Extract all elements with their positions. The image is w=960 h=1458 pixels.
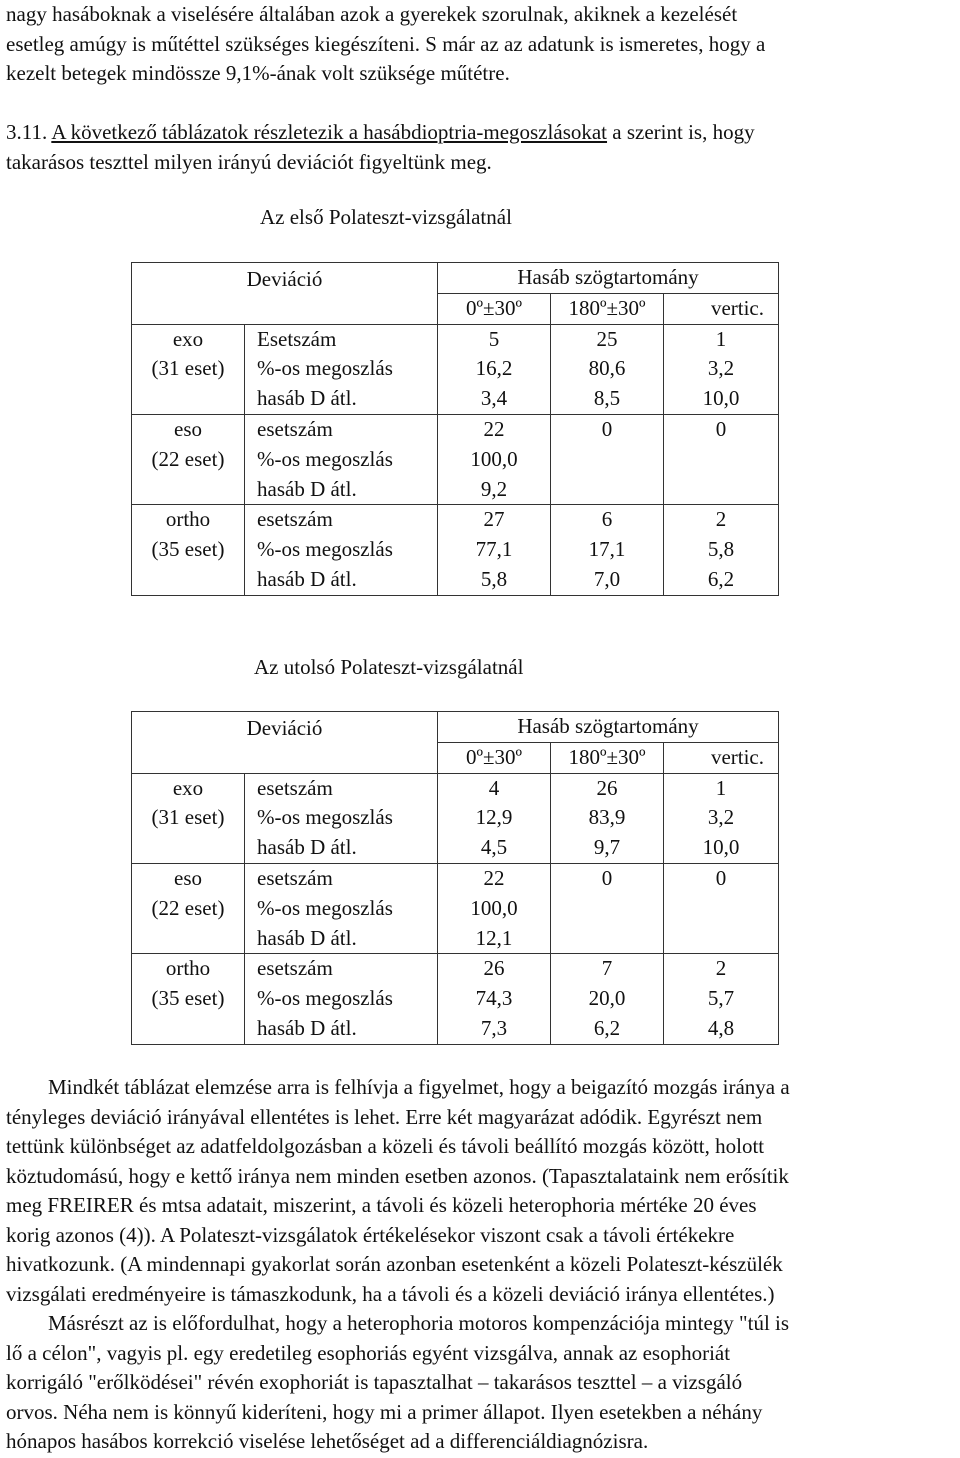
section-line: takarásos teszttel milyen irányú deviációt figyeltünk meg. bbox=[6, 149, 492, 174]
conclusion-line: hivatkozunk. (A mindennapi gyakorlat során azonban esetenként a közeli Polateszt-készülék bbox=[6, 1252, 783, 1276]
value-cell: 0 bbox=[664, 863, 779, 953]
range-col-2: 180º±30º bbox=[551, 742, 664, 773]
conclusion-line: korig azonos (4)). A Polateszt-vizsgálatok értékelésekor viszont csak a távoli értékekre bbox=[6, 1222, 735, 1247]
value-cell: 4 12,9 4,5 bbox=[438, 773, 551, 863]
intro-line: nagy hasáboknak a viselésére általában azok a gyerekek szorulnak, akiknek a kezelését bbox=[6, 2, 738, 26]
section-underlined-text: A következő táblázatok részletezik a hasábdioptria-megoszlásokat bbox=[51, 120, 608, 144]
table2-caption: Az utolsó Polateszt-vizsgálatnál bbox=[254, 655, 524, 679]
value-cell: 25 80,6 8,5 bbox=[551, 324, 664, 414]
label-cell: esetszám %-os megoszlás hasáb D átl. bbox=[245, 863, 438, 953]
conclusion-line: tettünk különbséget az adatfeldolgozásban a közeli és távoli beállító mozgás között, holott bbox=[6, 1134, 765, 1158]
group-cell: eso (22 eset) bbox=[132, 863, 245, 953]
value-cell: 7 20,0 6,2 bbox=[551, 954, 664, 1044]
value-cell: 2 5,8 6,2 bbox=[664, 505, 779, 595]
conclusion-line: korrigáló "erőlködései" révén exophoriát is tapasztalhat – takarásos teszttel – a vizsgáló bbox=[6, 1370, 743, 1394]
group-cell: eso (22 eset) bbox=[132, 414, 245, 504]
group-cell: ortho (35 eset) bbox=[132, 505, 245, 595]
value-cell: 1 3,2 10,0 bbox=[664, 773, 779, 863]
range-col-1: 0º±30º bbox=[438, 742, 551, 773]
section-line bbox=[6, 118, 946, 148]
value-cell: 5 16,2 3,4 bbox=[438, 324, 551, 414]
value-cell: 0 bbox=[551, 414, 664, 504]
group-cell: ortho (35 eset) bbox=[132, 954, 245, 1044]
label-cell: esetszám %-os megoszlás hasáb D átl. bbox=[245, 505, 438, 595]
range-col-3: vertic. bbox=[664, 293, 779, 324]
range-header: Hasáb szögtartomány bbox=[438, 712, 779, 743]
value-cell: 26 74,3 7,3 bbox=[438, 954, 551, 1044]
range-col-3: vertic. bbox=[664, 742, 779, 773]
intro-line: kezelt betegek mindössze 9,1%-ának volt szüksége műtétre. bbox=[6, 61, 510, 85]
conclusion-line: tényleges deviáció irányával ellentétes is lehet. Erre két magyarázat adódik. Egyrészt nem bbox=[6, 1104, 763, 1129]
intro-paragraph bbox=[6, 0, 946, 89]
value-cell: 0 bbox=[664, 414, 779, 504]
intro-line: esetleg amúgy is műtéttel szükséges kiegészíteni. S már az az adatunk is ismeretes, hogy a bbox=[6, 31, 766, 56]
value-cell: 1 3,2 10,0 bbox=[664, 324, 779, 414]
table1 bbox=[131, 262, 779, 596]
table-row bbox=[132, 954, 779, 1044]
table-row bbox=[132, 863, 779, 953]
value-cell: 27 77,1 5,8 bbox=[438, 505, 551, 595]
range-header: Hasáb szögtartomány bbox=[438, 263, 779, 294]
value-cell: 6 17,1 7,0 bbox=[551, 505, 664, 595]
table1-caption: Az első Polateszt-vizsgálatnál bbox=[260, 205, 512, 229]
label-cell: esetszám %-os megoszlás hasáb D átl. bbox=[245, 773, 438, 863]
table-row bbox=[132, 324, 779, 414]
table-row bbox=[132, 773, 779, 863]
deviation-header: Deviáció bbox=[132, 712, 438, 774]
group-cell: exo (31 eset) bbox=[132, 324, 245, 414]
table-row bbox=[132, 505, 779, 595]
conclusion-line: vizsgálati eredményeire is támaszkodunk, ha a távoli és a közeli deviáció iránya ellentétes.) bbox=[6, 1281, 775, 1306]
deviation-header: Deviáció bbox=[132, 263, 438, 325]
section-paragraph bbox=[6, 118, 946, 177]
table2 bbox=[131, 711, 779, 1045]
conclusion-line: köztudomású, hogy e kettő iránya nem minden esetben azonos. (Tapasztalataink nem erősítik bbox=[6, 1163, 789, 1188]
label-cell: Esetszám %-os megoszlás hasáb D átl. bbox=[245, 324, 438, 414]
range-col-2: 180º±30º bbox=[551, 293, 664, 324]
group-cell: exo (31 eset) bbox=[132, 773, 245, 863]
conclusion-line: lő a célon", vagyis pl. egy eredetileg esophoriás egyént vizsgálva, annak az esophoriát bbox=[6, 1340, 731, 1365]
label-cell: esetszám %-os megoszlás hasáb D átl. bbox=[245, 954, 438, 1044]
label-cell: esetszám %-os megoszlás hasáb D átl. bbox=[245, 414, 438, 504]
section-rest: a szerint is, hogy bbox=[607, 120, 755, 144]
value-cell: 2 5,7 4,8 bbox=[664, 954, 779, 1044]
conclusion-paragraph bbox=[6, 1073, 950, 1457]
table-row bbox=[132, 414, 779, 504]
section-number: 3.11. bbox=[6, 120, 48, 144]
range-col-1: 0º±30º bbox=[438, 293, 551, 324]
conclusion-line: Mindkét táblázat elemzése arra is felhívja a figyelmet, hogy a beigazító mozgás iránya a bbox=[48, 1075, 790, 1099]
value-cell: 22 100,0 9,2 bbox=[438, 414, 551, 504]
value-cell: 22 100,0 12,1 bbox=[438, 863, 551, 953]
value-cell: 0 bbox=[551, 863, 664, 953]
conclusion-line: Másrészt az is előfordulhat, hogy a heterophoria motoros kompenzációja mintegy "túl is bbox=[48, 1311, 790, 1335]
conclusion-line: orvos. Néha nem is könnyű kideríteni, hogy mi a primer állapot. Ilyen esetekben a néhány bbox=[6, 1399, 763, 1424]
conclusion-line: hónapos hasábos korrekció viselése lehetőséget ad a differenciáldiagnózisra. bbox=[6, 1429, 649, 1453]
conclusion-line: meg FREIRER és mtsa adatait, miszerint, a távoli és közeli heterophoria mértéke 20 éves bbox=[6, 1193, 757, 1217]
value-cell: 26 83,9 9,7 bbox=[551, 773, 664, 863]
